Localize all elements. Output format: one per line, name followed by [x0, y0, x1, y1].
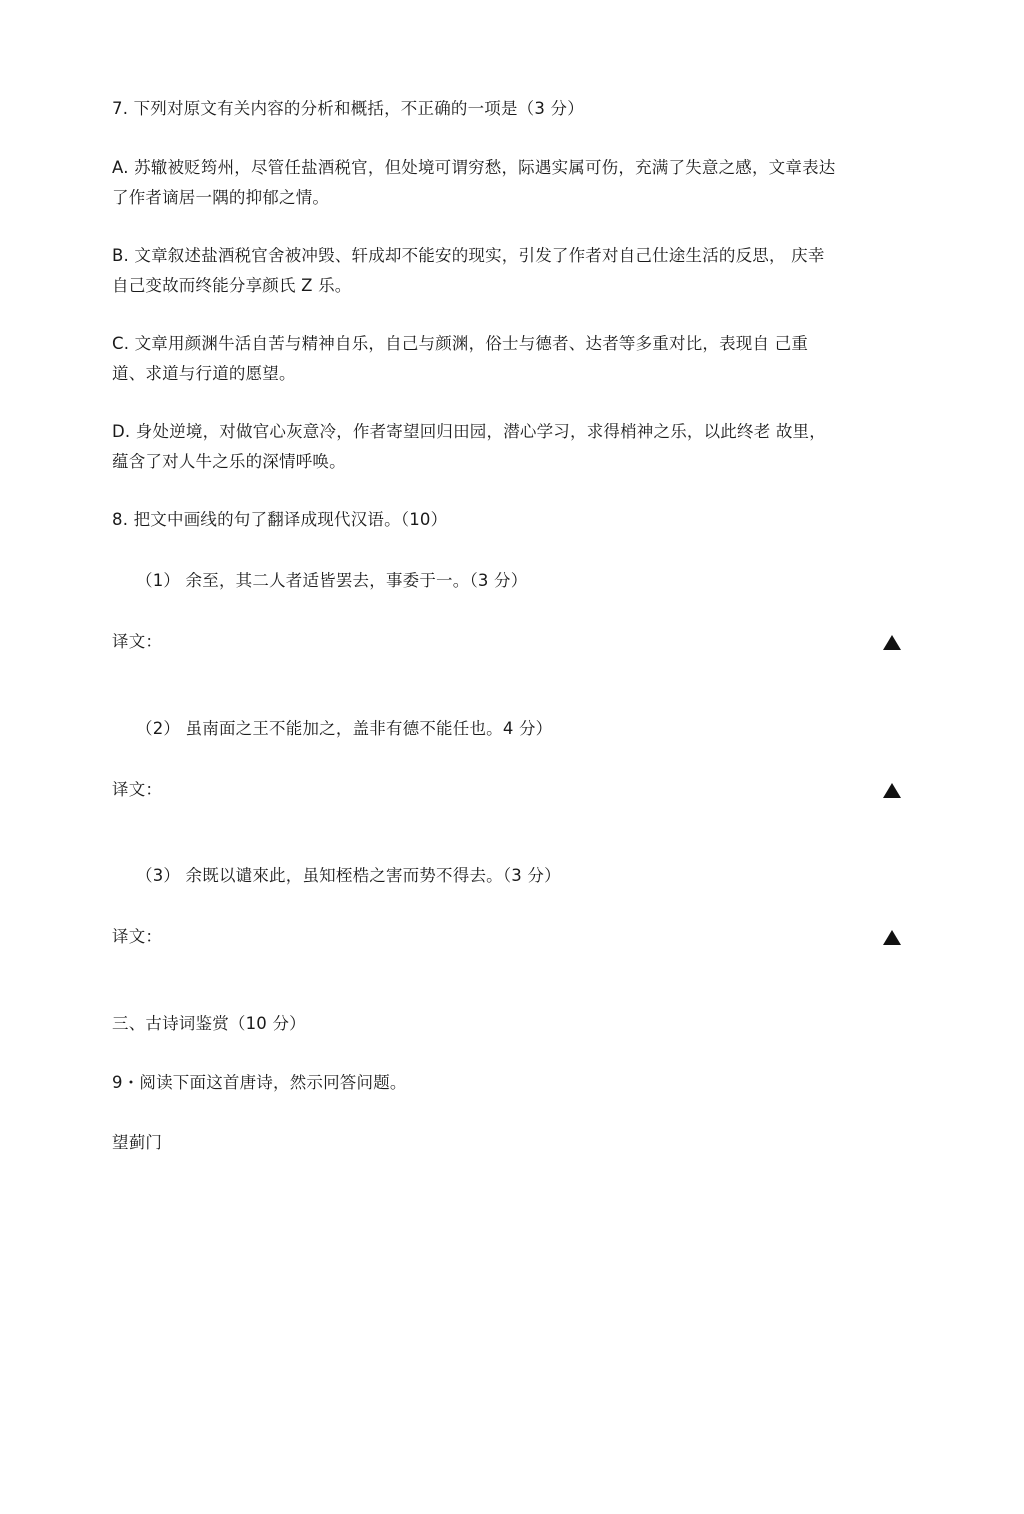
q8-item-1-answer-label: 译文：: [112, 632, 163, 651]
triangle-up-icon: [883, 635, 901, 650]
q7-option-b-line2: 自己变故而终能分享颜氏 Z 乐。: [112, 276, 352, 295]
section-3-title: 三、古诗词鉴赏（10 分）: [112, 1014, 306, 1033]
q8-item-2: （2） 虽南面之王不能加之，盖非有德不能任也。4 分）: [136, 719, 553, 738]
triangle-up-icon: [883, 783, 901, 798]
q7-option-d-line1: D. 身处逆境，对做官心灰意冷，作者寄望回归田园，潜心学习，求得梢神之乐，以此终老 故里，: [112, 422, 826, 441]
triangle-up-icon: [883, 930, 901, 945]
q8-item-1: （1） 余至，其二人者适皆罢去，事委于一。（3 分）: [136, 571, 528, 590]
q7-option-d-line2: 蕴含了对人牛之乐的深情呼唤。: [112, 452, 346, 471]
q7-option-a-line1: A. 苏辙被贬筠州，尽管任盐酒税官，但处境可谓穷愁，际遇实属可伤，充满了失意之感，文章表达: [112, 158, 836, 177]
q7-option-b-line1: B. 文章叙述盐酒税官舍被冲毁、轩成却不能安的现实，引发了作者对自己仕途生活的反思， 庆幸: [112, 246, 825, 265]
q8-item-3: （3） 余既以谴來此，虽知桎梏之害而势不得去。（3 分）: [136, 866, 561, 885]
q8-item-2-answer-label: 译文：: [112, 780, 163, 799]
q7-option-c-line2: 道、求道与行道的愿望。: [112, 364, 296, 383]
poem-title: 望蓟门: [112, 1133, 163, 1152]
q7-option-a-line2: 了作者谪居一隅的抑郁之情。: [112, 188, 330, 207]
q8-item-3-answer-label: 译文：: [112, 927, 163, 946]
q9-stem: 9・阅读下面这首唐诗，然示冋答问题。: [112, 1073, 407, 1092]
q7-option-c-line1: C. 文章用颜渊牛活自苦与精神自乐，自己与颜渊，俗士与德者、达者等多重对比，表现自 己重: [112, 334, 809, 353]
q7-stem: 7. 下列对原文有关内容的分析和概括，不正确的一项是（3 分）: [112, 99, 584, 118]
q8-stem: 8. 把文中画线的句了翻译成现代汉语。（10）: [112, 510, 448, 529]
